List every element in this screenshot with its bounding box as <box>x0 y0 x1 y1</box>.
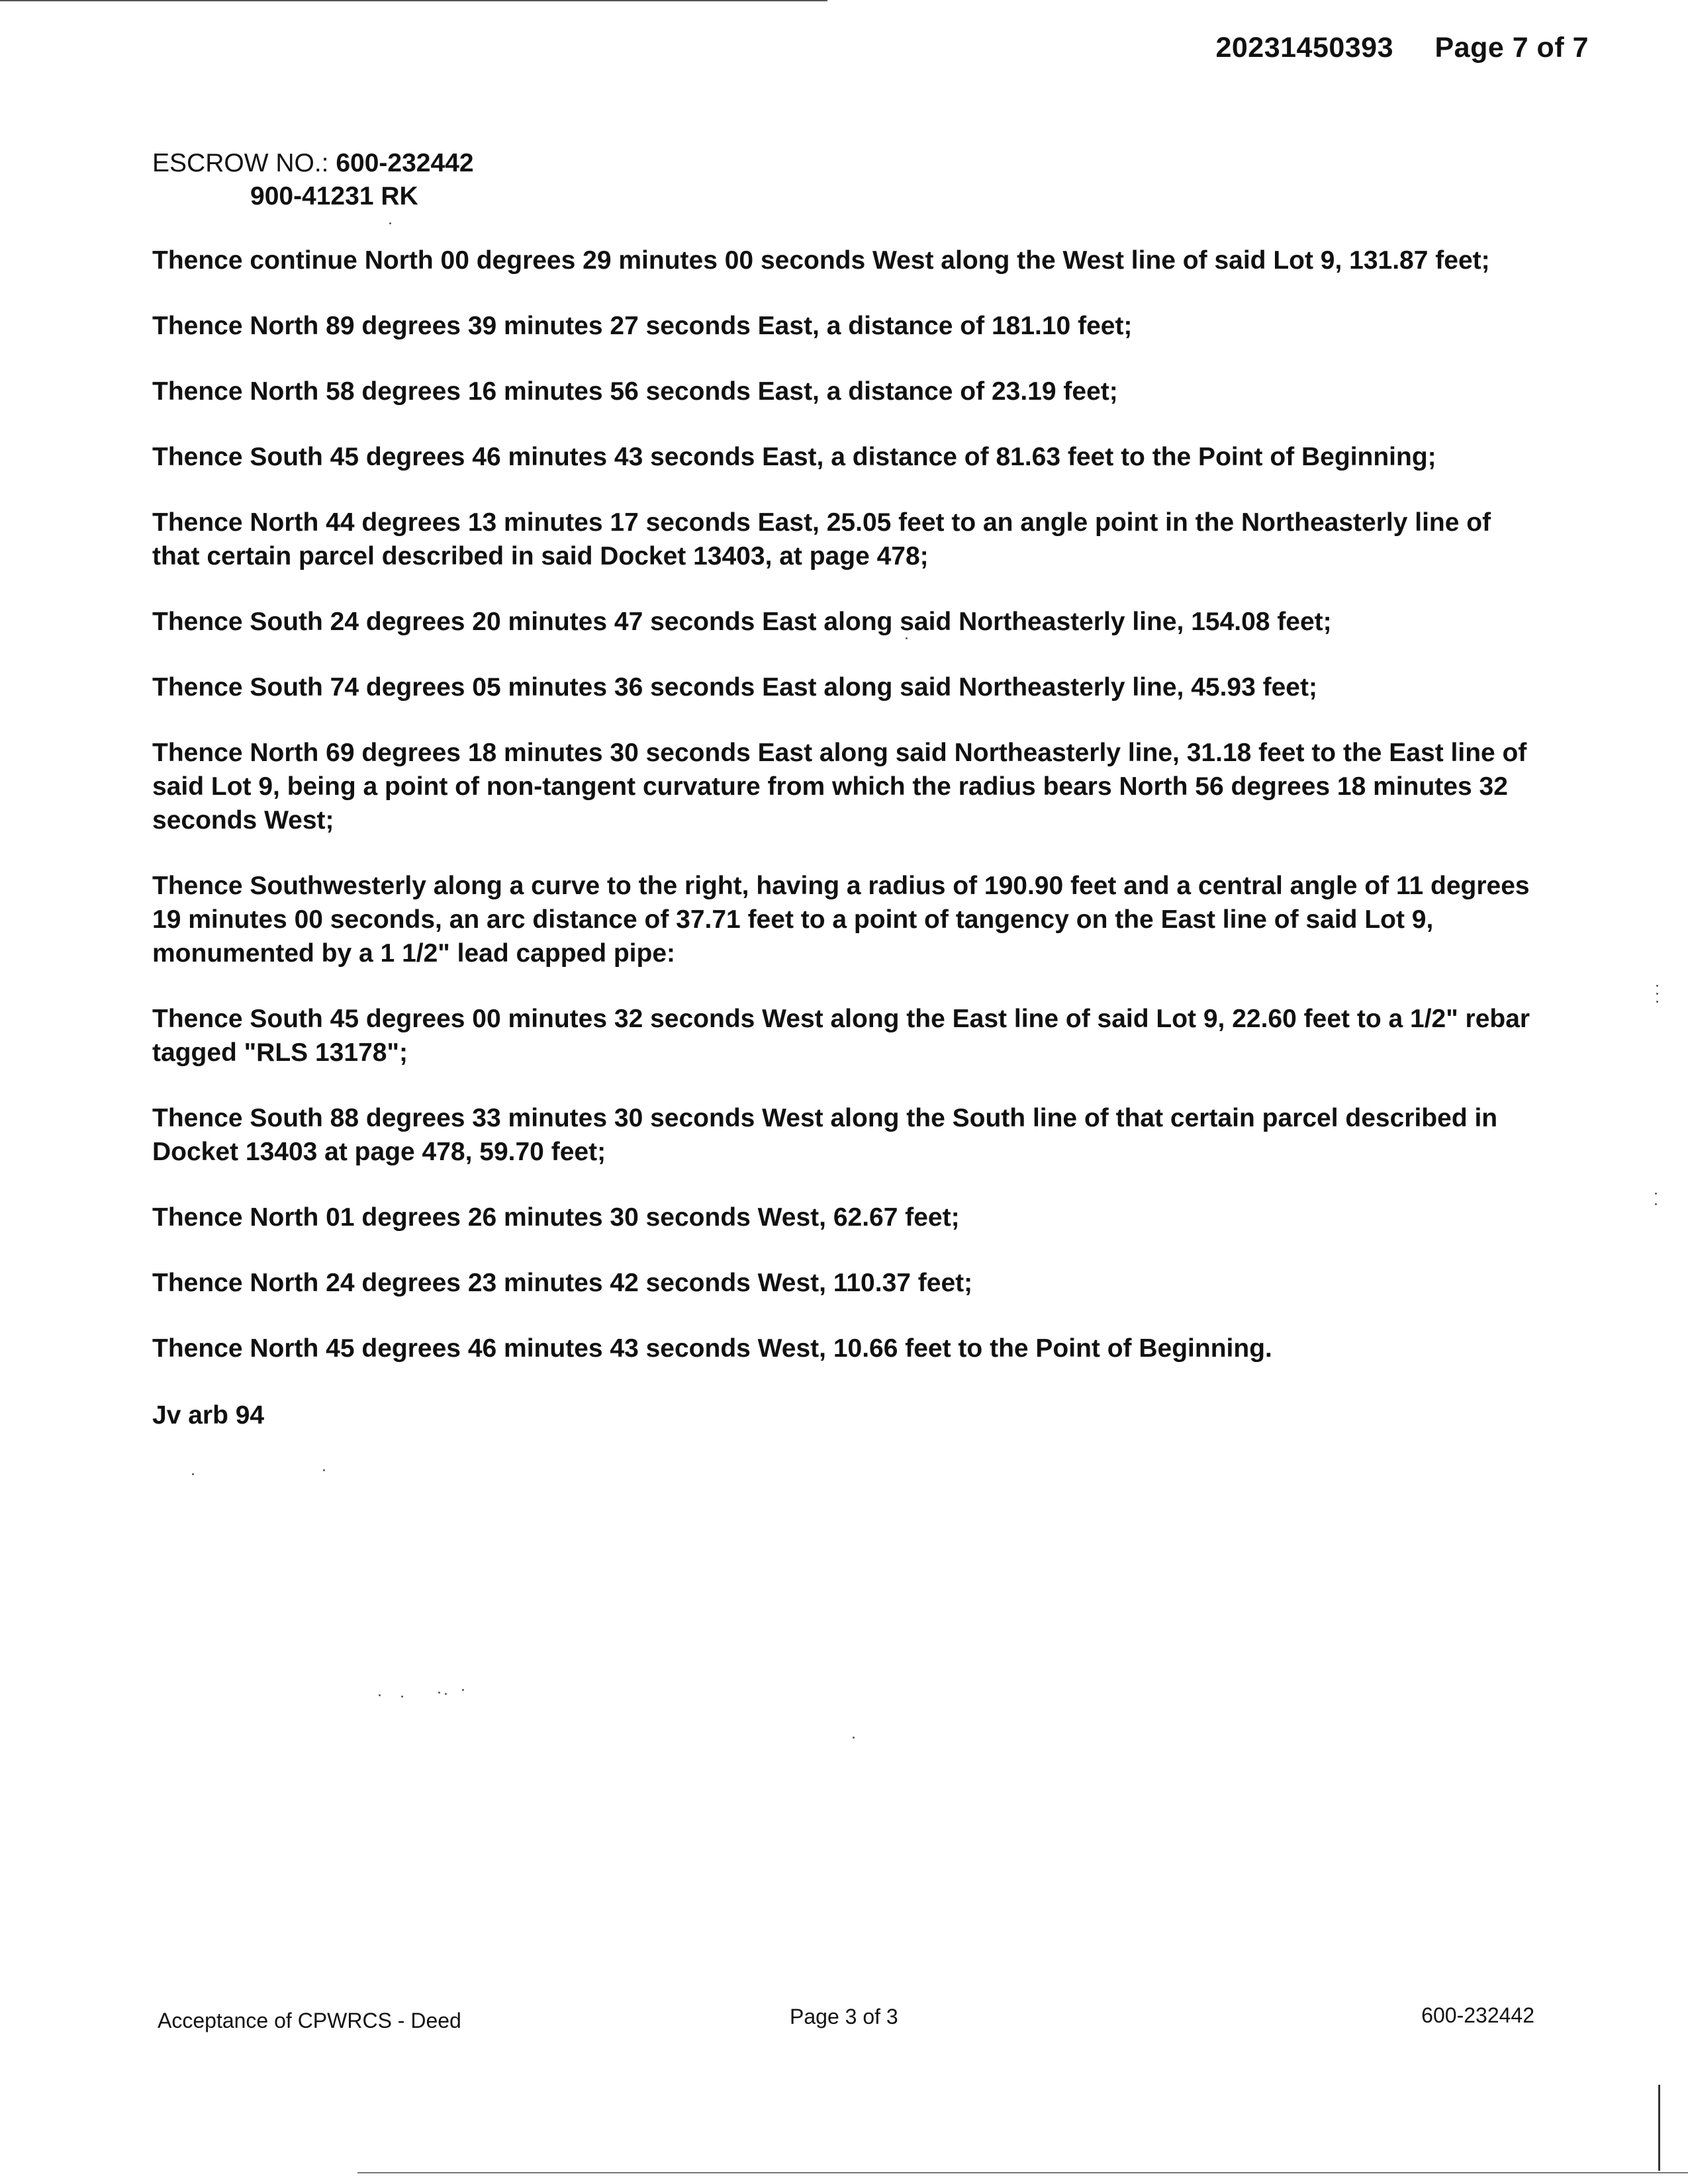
course-paragraph: Thence Southwesterly along a curve to the right, having a radius of 190.90 feet and a central angle of 11 degrees 19 minutes 00 seconds, an arc distance of 37.71 feet to a point of tangency on the East line of said Lot 9, monumented by a 1 1/2" lead capped pipe: <box>152 872 1530 968</box>
scan-speck <box>1656 1001 1658 1003</box>
course-paragraph: Thence North 69 degrees 18 minutes 30 seconds East along said Northeasterly line, 31.18 feet to the East line of said Lot 9, being a point of non-tangent curvature from which the radius bears North 56 degrees 18 minutes 32 seconds West; <box>152 739 1527 835</box>
page-footer <box>158 2003 1534 2042</box>
course-paragraph: Thence North 24 degrees 23 minutes 42 seconds West, 110.37 feet; <box>152 1269 973 1297</box>
course-paragraph: Thence South 74 degrees 05 minutes 36 seconds East along said Northeasterly line, 45.93 feet; <box>152 673 1317 702</box>
footer-escrow-number: 600-232442 <box>1421 2003 1534 2027</box>
recording-stamp <box>1215 32 1589 64</box>
scan-speck <box>1656 993 1658 995</box>
document-number: 20231450393 <box>1215 32 1394 64</box>
escrow-block <box>152 147 474 213</box>
course-paragraph: Thence South 45 degrees 00 minutes 32 seconds West along the East line of said Lot 9, 22.60 feet to a 1/2" rebar tagged "RLS 13178"; <box>152 1005 1530 1067</box>
scan-speck <box>438 1692 440 1694</box>
legal-description <box>152 244 1536 1432</box>
course-paragraph: Thence North 58 degrees 16 minutes 56 seconds East, a distance of 23.19 feet; <box>152 377 1118 406</box>
course-paragraph: Thence North 01 degrees 26 minutes 30 seconds West, 62.67 feet; <box>152 1203 960 1232</box>
scan-edge-bottom <box>357 2172 1688 2173</box>
scan-speck <box>1656 985 1658 987</box>
preparer-initials: Jv arb 94 <box>152 1401 265 1430</box>
scan-speck <box>1655 1203 1657 1205</box>
footer-document-title: Acceptance of CPWRCS - Deed <box>158 2009 461 2032</box>
scan-speck <box>323 1469 325 1471</box>
page-indicator: Page 7 of 7 <box>1434 32 1589 64</box>
scan-speck <box>401 1696 403 1698</box>
scan-speck <box>906 637 908 639</box>
course-paragraph: Thence South 24 degrees 20 minutes 47 seconds East along said Northeasterly line, 154.08 feet; <box>152 608 1332 636</box>
scan-speck <box>1655 1193 1657 1195</box>
course-paragraph: Thence North 89 degrees 39 minutes 27 seconds East, a distance of 181.10 feet; <box>152 312 1133 340</box>
footer-page-number: Page 3 of 3 <box>790 2005 898 2028</box>
scan-speck <box>445 1693 447 1695</box>
course-paragraph: Thence North 45 degrees 46 minutes 43 seconds West, 10.66 feet to the Point of Beginning. <box>152 1334 1272 1363</box>
course-paragraph: Thence South 88 degrees 33 minutes 30 seconds West along the South line of that certain parcel described in Docket 13403 at page 478, 59.70 feet; <box>152 1104 1498 1166</box>
scan-speck <box>192 1473 194 1475</box>
order-number: 900-41231 RK <box>250 182 418 210</box>
scan-speck <box>462 1689 464 1691</box>
scan-speck <box>379 1694 381 1696</box>
course-paragraph: Thence North 44 degrees 13 minutes 17 seconds East, 25.05 feet to an angle point in the Northeasterly line of that certain parcel described in said Docket 13403, at page 478; <box>152 508 1491 570</box>
course-paragraph: Thence South 45 degrees 46 minutes 43 seconds East, a distance of 81.63 feet to the Point of Beginning; <box>152 443 1436 471</box>
escrow-label: ESCROW NO.: <box>152 149 329 177</box>
scan-edge-right <box>1658 2085 1660 2171</box>
escrow-number: 600-232442 <box>336 149 474 177</box>
scan-speck <box>389 222 391 224</box>
scan-edge-top <box>0 0 827 1</box>
course-paragraph: Thence continue North 00 degrees 29 minutes 00 seconds West along the West line of said Lot 9, 131.87 feet; <box>152 246 1490 275</box>
scan-speck <box>853 1737 855 1739</box>
